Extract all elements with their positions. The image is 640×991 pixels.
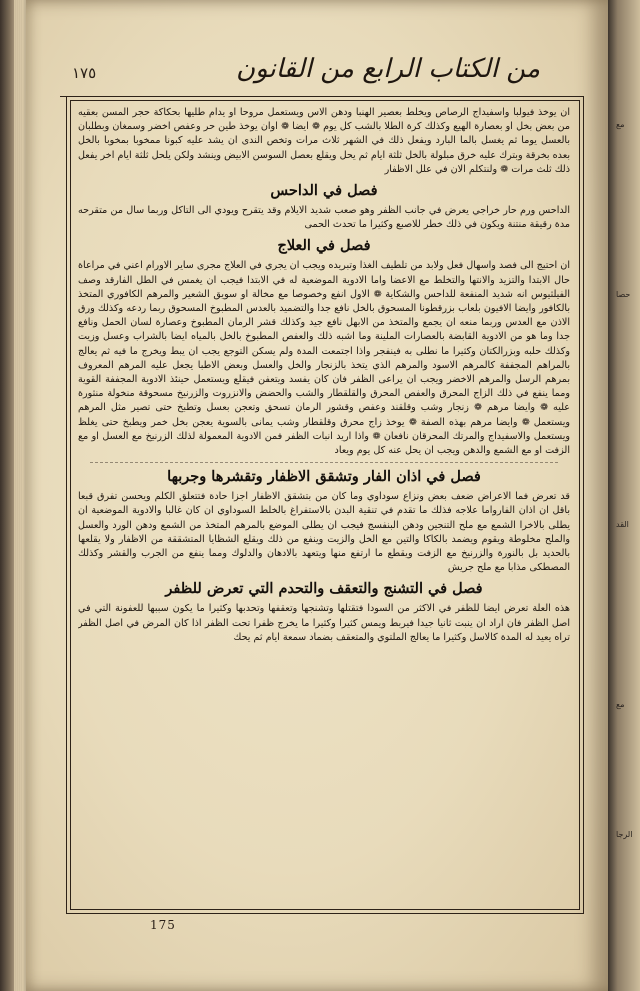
page-number-arabic: ١٧٥ [72, 64, 97, 82]
next-page-edge [608, 0, 640, 991]
next-page-fragment: مع [616, 120, 625, 129]
section-heading: فصل في العلاج [277, 237, 371, 255]
body-paragraph: قد تعرض فما الاعراض ضعف بعض ونزاع سوداوي وما كان من بتشقق الاظفار اجزا حادة فتتعلق الكلم ويحسن تفرق قبعا باقل ان اذان الفارواما علاجه فذلك ما تقدم في تنقية البدن بالاستفراغ بالخلط السوداوي ان كان غالبا والادوية الموضعية ان يطلى بالاخرا الشمع مع ملح التنجين ودهن البنفسج فيجب ان يطلى الموضع بالمرهم المتخذ من الشمع ودهن الورد والعسل والملح مخلوطة ويقوم ويضمد بالكاكا والتين مع الخل والزيت وينفع من ذلك ويقلع الشظايا المتشققة من الاظفار ولا يقلعها بالحديد بل بالنورة والزرنيخ مع الزفت ويقطع ما ارتفع منها ويتعهد بالادهان والدلوك ومما ينفع من الجرب والقشر وكذلك المصطكى مذابا مع ملح جريش [78, 491, 570, 574]
body-paragraph: ان يوخذ فيولبا واسفيداج الرصاص ويخلط بعصير الهنبا ودهن الاس ويستعمل مروحا او يدام طليها بحكاكة حجر المسن بعقيه من بعض بخل او بعصارة الهيع وكذلك كرة الطلا بالشب كل يوم ❁ ايضا ❁ اوان يوخذ طين حر وعفص اخضر وسمغان وبطلبان بالعسل يوما ثم يغسل بالما البارد ويفعل ذلك في الشهر ثلاث مرات وتخص الندى ان يشد عليه كبونا ممخوبا بمخوبا بالخل بعده بخرقة وبترك عليه خرق مبلولة بالخل ثلثة ايام ثم يحل ويقلع بعصل السوسن الابيض وينشد ولكن يلحل ثلثة ايام اخر يفعل ذلك ثلث مرات ❁ ولنتكلم الان في علل الاظفار [78, 107, 570, 175]
running-header [60, 50, 580, 97]
page-stack-edge [14, 0, 26, 991]
section-heading: فصل في اذان الفار وتشقق الاظفار وتقشرها وجربها [167, 468, 481, 486]
body-paragraph: الداحس ورم حار خراجي يعرض في جانب الظفر وهو صعب شديد الايلام وقد يتقرح ويودي الى التاكل وربما سال من متقرحه مدة رقيقة منتنة ويكون في ذلك خطر للاصبع وكثيرا ما تحدث الحمى [78, 205, 570, 231]
body-paragraph: هذه العلة تعرض ايضا للظفر في الاكثر من السودا فتقتلها وتشنجها وتعقفها وتحدبها وكثيرا ما يكون سببها للعفونة التي في اصل الظفر فان اراد ان ينبت ثانيا جيدا فيربط ويمس كثيرا وكثيرا ما يخرج ظفرا تحت الظفر اذا كان المرض في اصل الظفر تراه يعيد له المدة كالاسل وكثيرا ما يعالج الملتوي والمتعقف بضماد سمعة ايام ثم يحك [78, 603, 570, 643]
next-page-fragment: الرجا [616, 830, 633, 839]
next-page-fragment: القد [616, 520, 629, 529]
section-divider [90, 462, 558, 463]
section-heading: فصل في التشنج والتعقف والتحدم التي تعرض للظفر [165, 580, 483, 598]
main-text-block [78, 106, 570, 902]
footer-page-number: 175 [150, 918, 176, 932]
next-page-fragment: مع [616, 700, 625, 709]
running-title: من الكتاب الرابع من القانون [235, 54, 540, 84]
next-page-fragment: حصا [616, 290, 631, 299]
section-heading: فصل في الداحس [270, 182, 378, 200]
body-paragraph: ان احتيج الى فصد واسهال فعل ولابد من تلطيف الغذا وتبريده ويجب ان يجري في العلاج مجرى ساير الاورام اعني في مراعاة حال الابتدا والتزيد والانتها والتخلط مع الاعضا واما الادوية الموضعية له في الابتدا فيجب ان يغمس في الطل الفارقد وصف الفيلثيوس انه شديد المنفعة للداحس والشكاية ❁ الاول انفع وخصوصا مع مخالة او سويق الشعير والمرهم الكافوري المتخذ بالكافور وايضا الافيون بلعاب بزرقطونا المسحوق بالخل نافع جدا والتضميد بالعدس المطبوخ المسحوق ربما ردعه وكذلك ورق الاذن مع العدس وربما منعه ان يجمع والمتخذ من الابهل نافع جيد وكذلك قشر الرمان المطبوخ وعصارة لسان الحمل ونافع جدا وما هو من الادوية القابضة بالعصارات الملينة وما اشبه ذلك والعفص المطبوخ بالخل بالمياه ايضا بالشراب وعسل وزيت وكذلك حلبه وبزرالكتان وكثيرا ما نطلى به فينفجر واذا اجتمعت المدة ولم يسكن التوجع يجب ان يبط ويخرج ما فيه ثم يعالج بالمراهم المجففة كالمرهم الاسود والمرهم الذي يتخذ بالزنجار والخل والعسل وبعض الاطبا يجعل عليه المرهم المعروف بمرهم الرسل والمرهم الاخضر ويجب ان يراعى الظفر فان كان يفسد ويتعفن فيقلع ويستعمل حينئذ الادوية المجففة القوية ومما ينفع في ذلك الزاج المحرق والعفص المحرق والقلقطار والشب والحضض والانزروت والزرنيخ مسحوقة منخولة منثورة عليه ❁ وايضا مرهم ❁ زنجار وشب وقلقند وعفص وقشور الرمان تسحق وتعجن بعسل وتطبخ حتى تصير مثل المرهم ويستعمل ❁ وايضا مرهم بهذه الصفة ❁ يوخذ زاج محرق وقلقطار وشب يمانى بالسوية يعجن بخل خمر ويطبخ حتى يغلظ ويستعمل والاسفيداج والمرتك المحرقان نافعان ❁ واذا اريد انبات الظفر فمن الادوية المعمولة لذلك الزرنيخ مع العسل او مع الزفت او مع الشمع والدهن ويجب ان يحل عنه كل يوم ويعاد [78, 260, 570, 457]
